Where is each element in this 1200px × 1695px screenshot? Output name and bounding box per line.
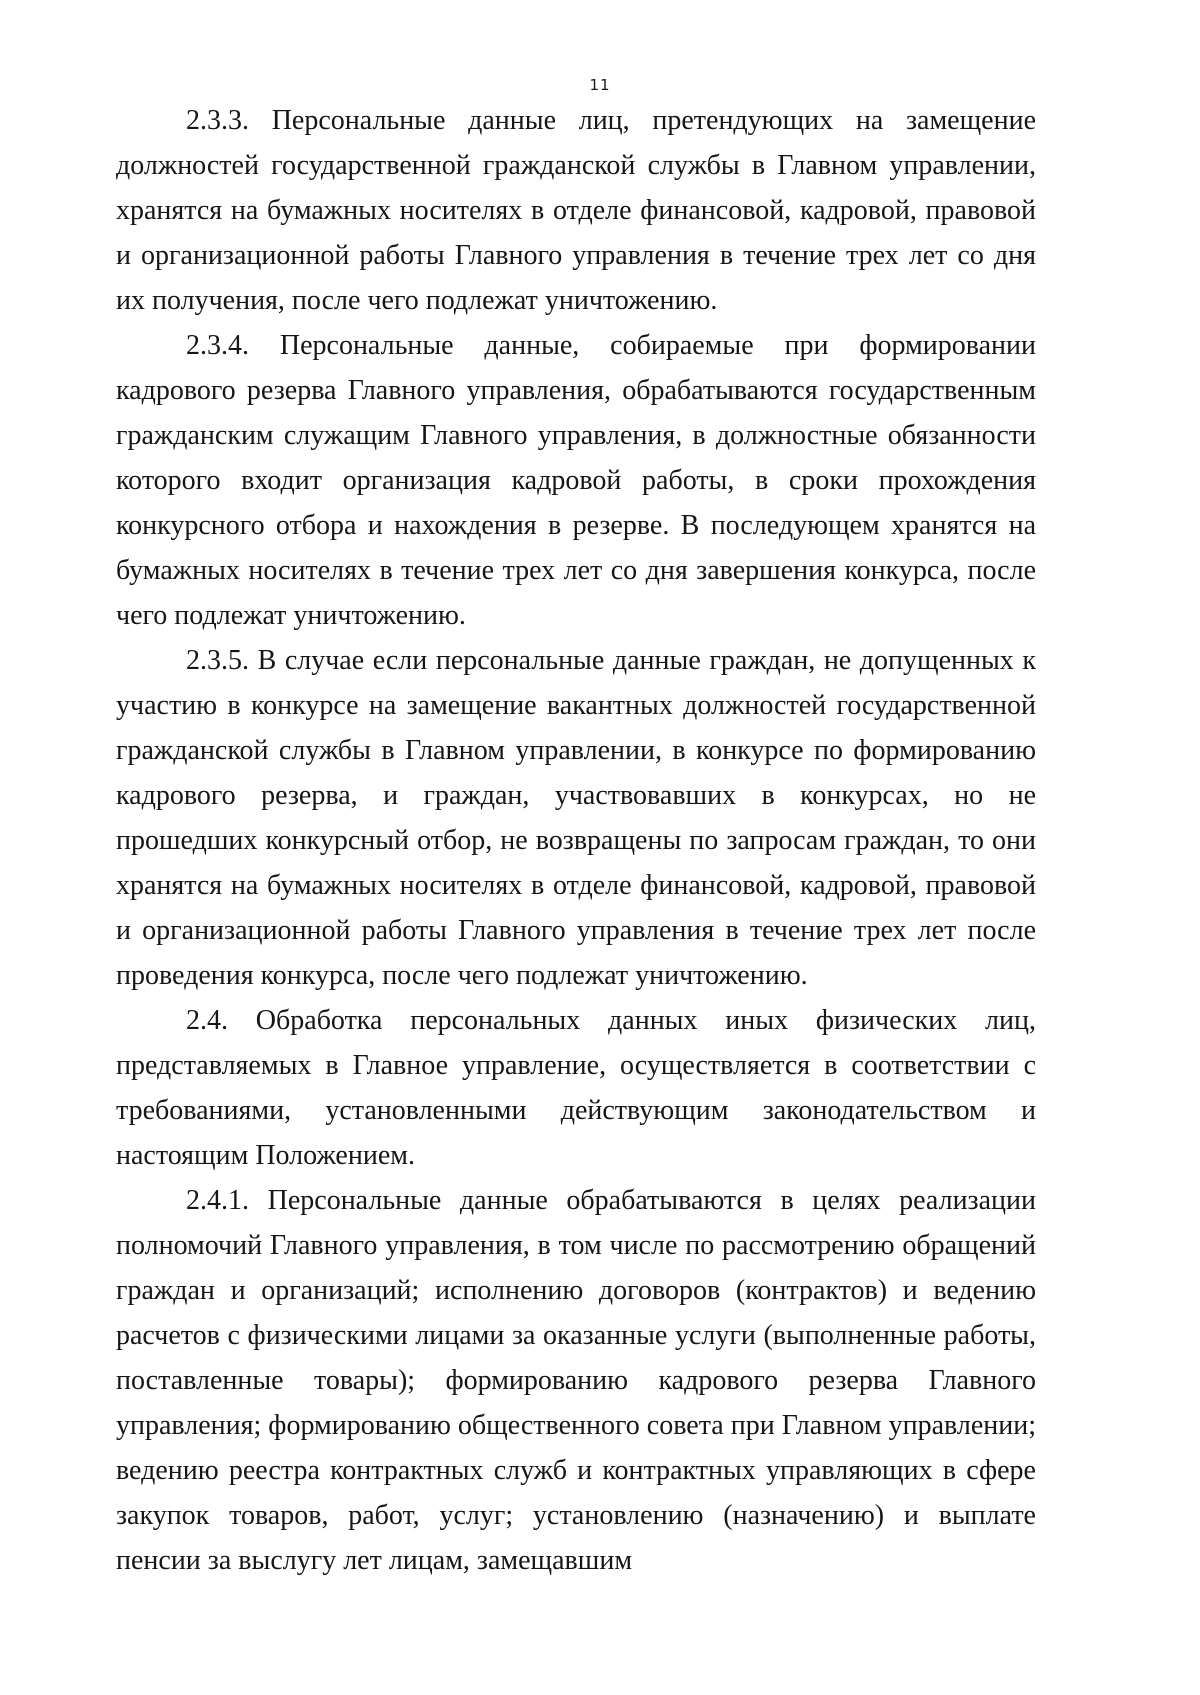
paragraph-2-3-3: 2.3.3. Персональные данные лиц, претендующих на замещение должностей государственной гражданской службы в Главном управлении, хранятся на бумажных носителях в отделе финансовой, кадровой, правовой и организационной работы Главного управления в течение трех лет со дня их получения, после чего подлежат уничтожению. <box>116 105 1036 316</box>
document-body <box>116 98 1036 1583</box>
paragraph-2-4-1: 2.4.1. Персональные данные обрабатываются в целях реализации полномочий Главного управления, в том числе по рассмотрению обращений граждан и организаций; исполнению договоров (контрактов) и ведению расчетов с физическими лицами за оказанные услуги (выполненные работы, поставленные товары); формированию кадрового резерва Главного управления; формированию общественного совета при Главном управлении; ведению реестра контрактных служб и контрактных управляющих в сфере закупок товаров, работ, услуг; установлению (назначению) и выплате пенсии за выслугу лет лицам, замещавшим <box>116 1185 1036 1576</box>
paragraph-2-3-5: 2.3.5. В случае если персональные данные граждан, не допущенных к участию в конкурсе на замещение вакантных должностей государственной гражданской службы в Главном управлении, в конкурсе по формированию кадрового резерва, и граждан, участвовавших в конкурсах, но не прошедших конкурсный отбор, не возвращены по запросам граждан, то они хранятся на бумажных носителях в отделе финансовой, кадровой, правовой и организационной работы Главного управления в течение трех лет после проведения конкурса, после чего подлежат уничтожению. <box>116 645 1036 991</box>
page-number: 11 <box>589 76 611 94</box>
paragraph-2-3-4: 2.3.4. Персональные данные, собираемые при формировании кадрового резерва Главного управления, обрабатываются государственным гражданским служащим Главного управления, в должностные обязанности которого входит организация кадровой работы, в сроки прохождения конкурсного отбора и нахождения в резерве. В последующем хранятся на бумажных носителях в течение трех лет со дня завершения конкурса, после чего подлежат уничтожению. <box>116 330 1036 631</box>
paragraph-2-4: 2.4. Обработка персональных данных иных физических лиц, представляемых в Главное управление, осуществляется в соответствии с требованиями, установленными действующим законодательством и настоящим Положением. <box>116 1005 1036 1171</box>
